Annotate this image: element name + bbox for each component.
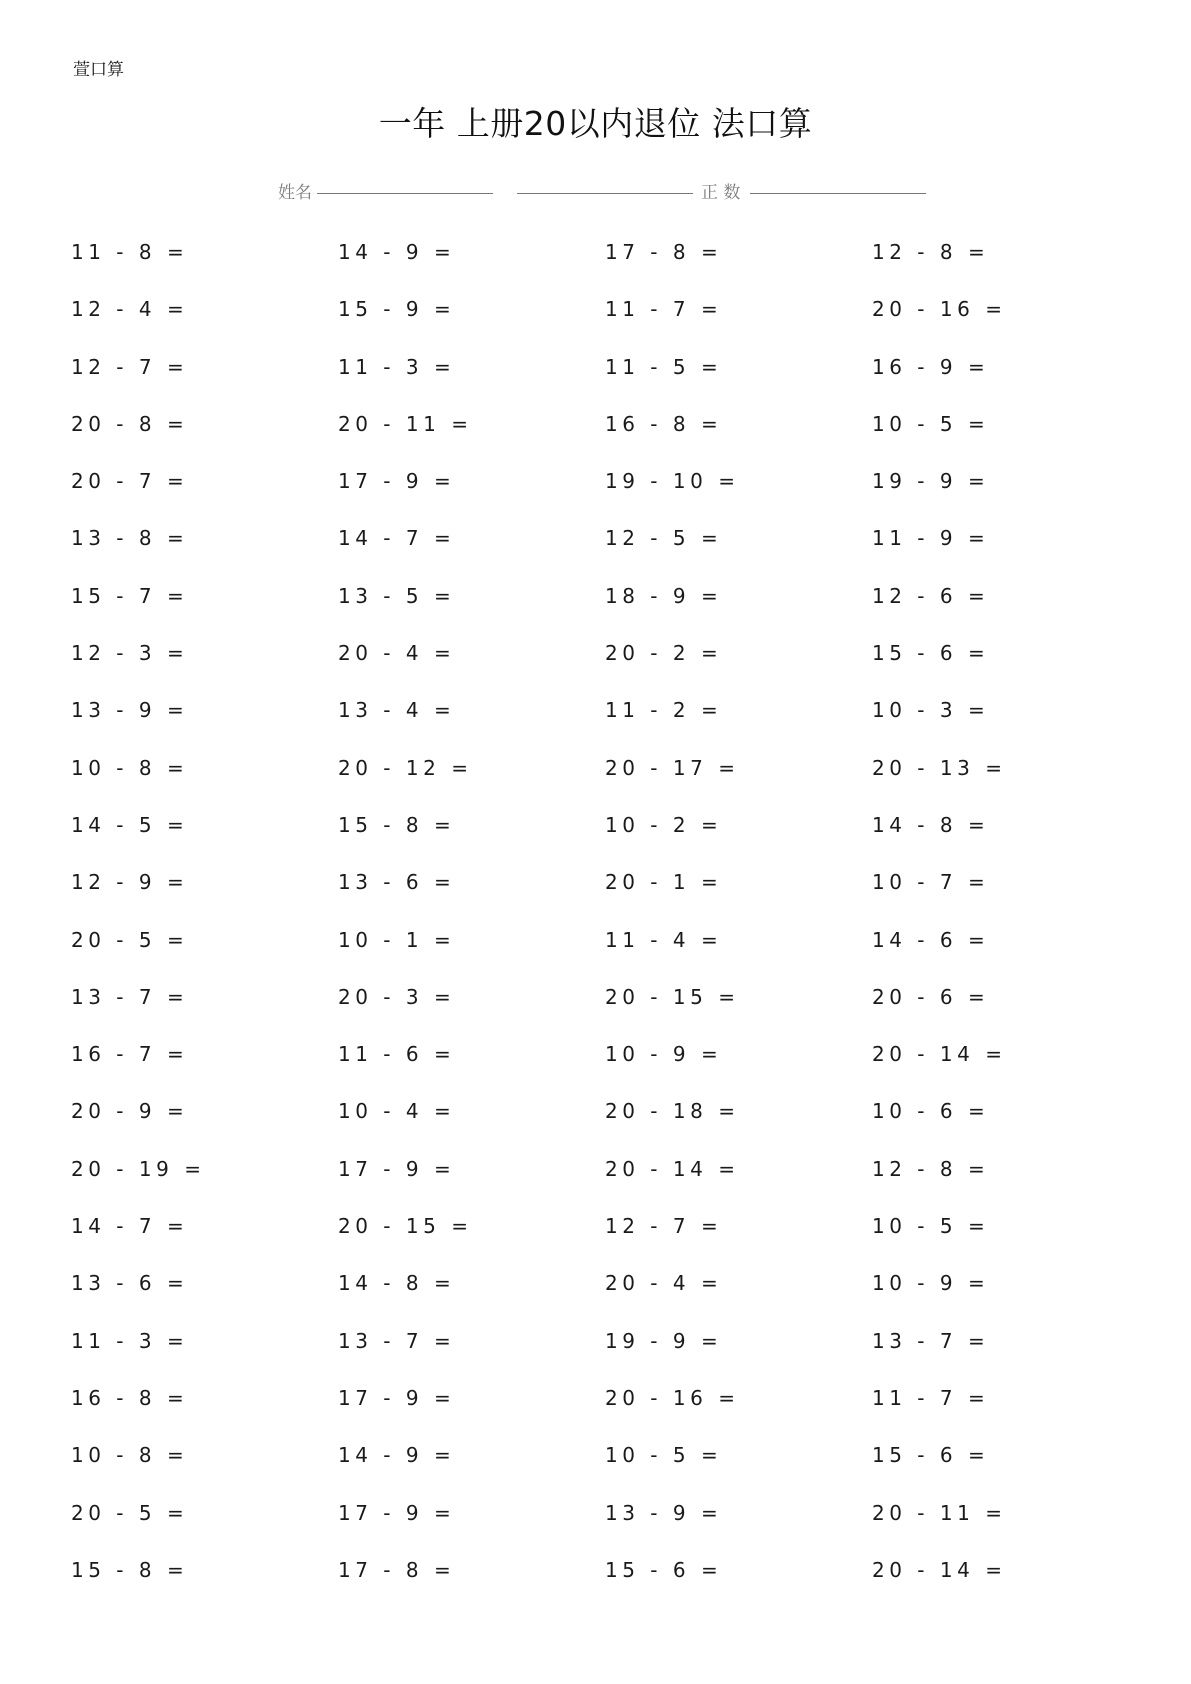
problem-item: 14 - 5 = (71, 812, 189, 837)
problem-item: 13 - 6 = (338, 870, 456, 895)
problem-item: 13 - 7 = (71, 984, 189, 1009)
problem-item: 12 - 9 = (71, 870, 189, 895)
problem-item: 20 - 16 = (872, 297, 1007, 322)
problem-item: 14 - 7 = (338, 526, 456, 551)
problem-item: 10 - 8 = (71, 1443, 189, 1468)
problem-item: 17 - 8 = (605, 240, 723, 264)
problem-item: 20 - 6 = (872, 984, 990, 1009)
problem-item: 13 - 5 = (338, 583, 456, 608)
problem-item: 17 - 9 = (338, 1385, 456, 1410)
problem-item: 12 - 4 = (71, 297, 189, 322)
problem-grid (71, 240, 1131, 1615)
problem-item: 20 - 18 = (605, 1099, 740, 1124)
problem-item: 20 - 11 = (872, 1500, 1007, 1525)
problem-item: 10 - 3 = (872, 698, 990, 723)
problem-item: 14 - 9 = (338, 240, 456, 264)
problem-item: 20 - 15 = (338, 1214, 473, 1239)
problem-item: 11 - 7 = (872, 1385, 990, 1410)
name-field-line[interactable] (317, 193, 493, 194)
problem-item: 10 - 5 = (872, 411, 990, 436)
problem-item: 10 - 2 = (605, 812, 723, 837)
problem-item: 15 - 8 = (338, 812, 456, 837)
problem-item: 15 - 9 = (338, 297, 456, 322)
problem-item: 15 - 6 = (872, 641, 990, 666)
problem-item: 11 - 7 = (605, 297, 723, 322)
problem-item: 14 - 8 = (338, 1271, 456, 1296)
problem-item: 20 - 19 = (71, 1156, 206, 1181)
problem-item: 11 - 4 = (605, 927, 723, 952)
problem-item: 20 - 8 = (71, 411, 189, 436)
problem-item: 20 - 7 = (71, 469, 189, 494)
problem-item: 12 - 8 = (872, 1156, 990, 1181)
problem-item: 14 - 9 = (338, 1443, 456, 1468)
problem-item: 20 - 14 = (872, 1557, 1007, 1582)
problem-item: 17 - 9 = (338, 469, 456, 494)
problem-item: 20 - 3 = (338, 984, 456, 1009)
problem-item: 12 - 7 = (71, 354, 189, 379)
header-tag: 萱口算 (73, 60, 124, 80)
problem-item: 10 - 9 = (872, 1271, 990, 1296)
problem-item: 20 - 15 = (605, 984, 740, 1009)
problem-item: 17 - 9 = (338, 1500, 456, 1525)
problem-item: 16 - 8 = (71, 1385, 189, 1410)
problem-item: 19 - 9 = (605, 1328, 723, 1353)
problem-item: 14 - 7 = (71, 1214, 189, 1239)
problem-item: 19 - 9 = (872, 469, 990, 494)
problem-item: 11 - 9 = (872, 526, 990, 551)
problem-item: 12 - 7 = (605, 1214, 723, 1239)
problem-item: 20 - 14 = (872, 1042, 1007, 1067)
problem-item: 20 - 11 = (338, 411, 473, 436)
problem-item: 20 - 12 = (338, 755, 473, 780)
problem-item: 13 - 7 = (872, 1328, 990, 1353)
problem-item: 17 - 8 = (338, 1557, 456, 1582)
problem-item: 16 - 8 = (605, 411, 723, 436)
problem-item: 10 - 1 = (338, 927, 456, 952)
problem-item: 15 - 6 = (872, 1443, 990, 1468)
problem-item: 10 - 5 = (872, 1214, 990, 1239)
problem-item: 12 - 8 = (872, 240, 990, 264)
problem-item: 10 - 7 = (872, 870, 990, 895)
problem-item: 16 - 7 = (71, 1042, 189, 1067)
problem-item: 10 - 9 = (605, 1042, 723, 1067)
problem-item: 20 - 5 = (71, 1500, 189, 1525)
problem-item: 15 - 6 = (605, 1557, 723, 1582)
problem-item: 13 - 8 = (71, 526, 189, 551)
problem-item: 20 - 13 = (872, 755, 1007, 780)
blank-field-line[interactable] (517, 193, 693, 194)
problem-item: 19 - 10 = (605, 469, 740, 494)
problem-item: 20 - 16 = (605, 1385, 740, 1410)
score-label: 正 数 (701, 183, 741, 203)
problem-item: 10 - 4 = (338, 1099, 456, 1124)
problem-item: 12 - 6 = (872, 583, 990, 608)
problem-item: 11 - 2 = (605, 698, 723, 723)
problem-item: 20 - 5 = (71, 927, 189, 952)
problem-item: 20 - 17 = (605, 755, 740, 780)
problem-item: 20 - 2 = (605, 641, 723, 666)
page-title: 一年 上册20以内退位 法口算 (378, 104, 813, 143)
problem-item: 13 - 9 = (71, 698, 189, 723)
problem-item: 11 - 3 = (71, 1328, 189, 1353)
problem-item: 16 - 9 = (872, 354, 990, 379)
problem-item: 12 - 5 = (605, 526, 723, 551)
problem-item: 17 - 9 = (338, 1156, 456, 1181)
problem-item: 11 - 6 = (338, 1042, 456, 1067)
problem-item: 11 - 3 = (338, 354, 456, 379)
problem-item: 11 - 8 = (71, 240, 189, 264)
problem-item: 18 - 9 = (605, 583, 723, 608)
problem-item: 15 - 8 = (71, 1557, 189, 1582)
problem-item: 20 - 1 = (605, 870, 723, 895)
problem-item: 13 - 4 = (338, 698, 456, 723)
problem-item: 14 - 6 = (872, 927, 990, 952)
problem-item: 20 - 4 = (605, 1271, 723, 1296)
problem-item: 13 - 9 = (605, 1500, 723, 1525)
problem-item: 12 - 3 = (71, 641, 189, 666)
problem-item: 10 - 8 = (71, 755, 189, 780)
problem-item: 13 - 7 = (338, 1328, 456, 1353)
score-field-line[interactable] (750, 193, 926, 194)
problem-item: 20 - 14 = (605, 1156, 740, 1181)
problem-item: 13 - 6 = (71, 1271, 189, 1296)
problem-item: 11 - 5 = (605, 354, 723, 379)
problem-item: 20 - 9 = (71, 1099, 189, 1124)
student-info-row (278, 178, 938, 202)
problem-item: 10 - 5 = (605, 1443, 723, 1468)
problem-item: 15 - 7 = (71, 583, 189, 608)
name-label: 姓名 (278, 183, 312, 203)
problem-item: 10 - 6 = (872, 1099, 990, 1124)
problem-item: 20 - 4 = (338, 641, 456, 666)
problem-item: 14 - 8 = (872, 812, 990, 837)
